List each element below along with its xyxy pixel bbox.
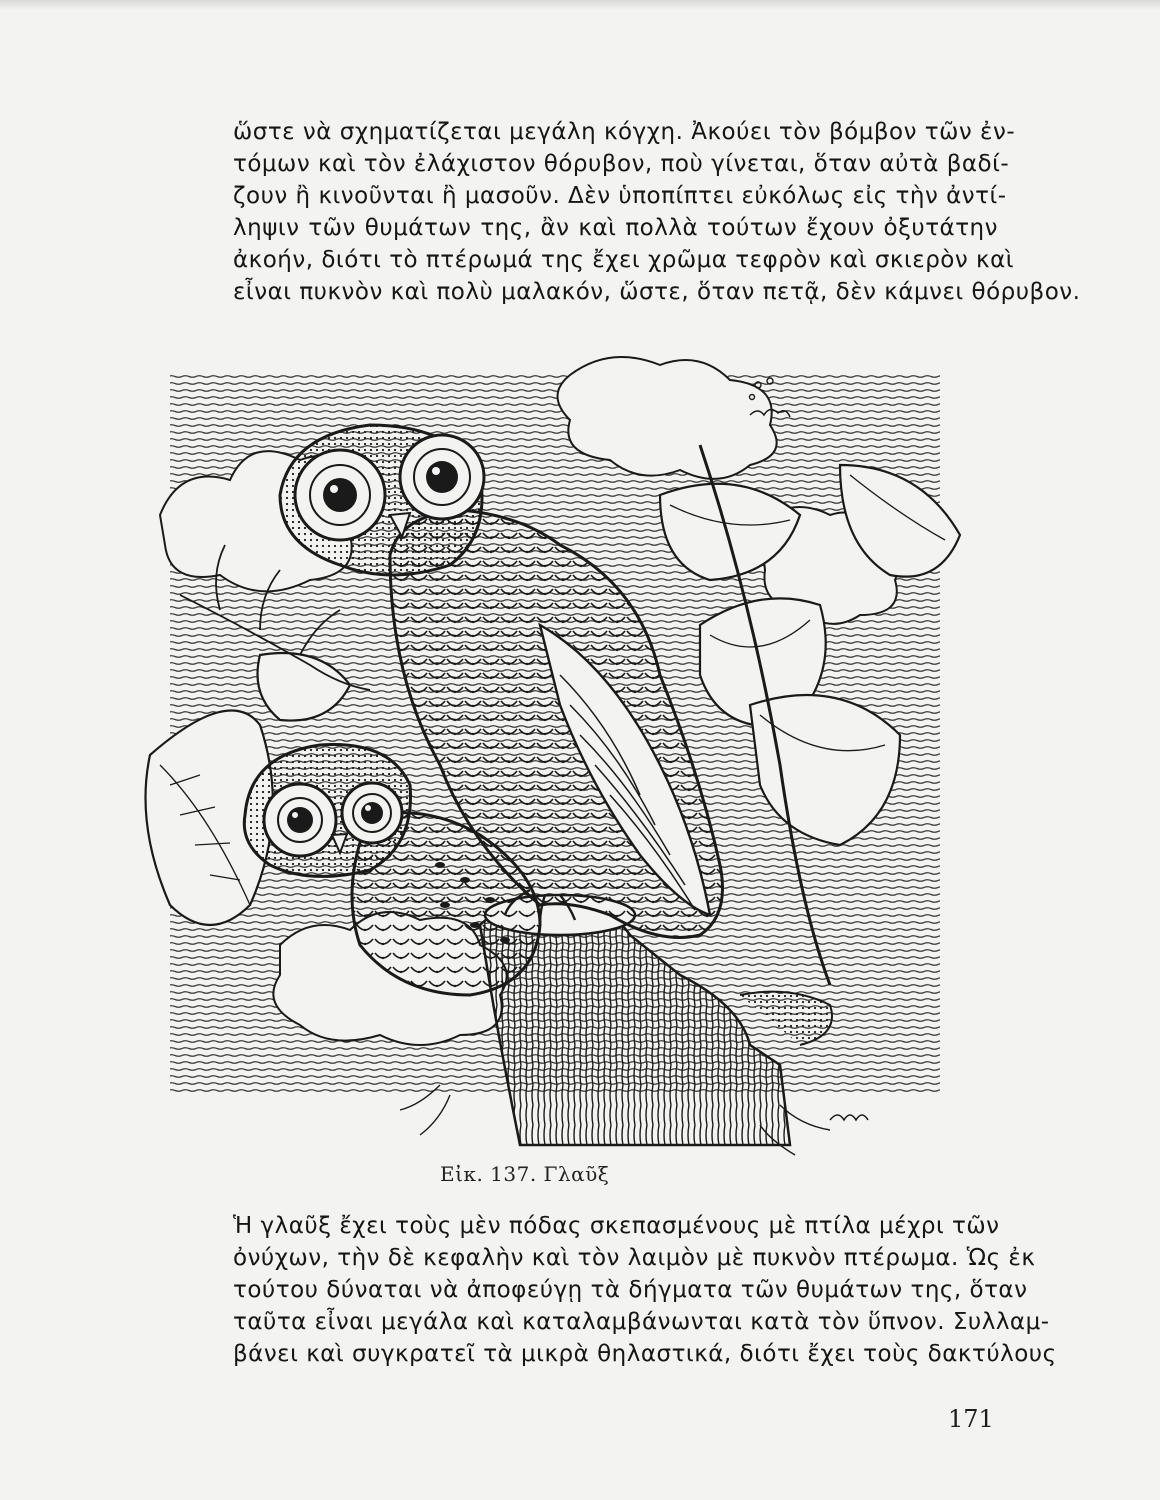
text-line: ἀκοήν, διότι τὸ πτέρωμά της ἔχει χρῶμα τεφρὸν καὶ σκιερὸν καὶ: [233, 247, 1015, 273]
text-line: βάνει καὶ συγκρατεῖ τὰ μικρὰ θηλαστικά, διότι ἔχει τοὺς δακτύλους: [233, 1341, 1057, 1367]
text-line: Ἡ γλαῦξ ἔχει τοὺς μὲν πόδας σκεπασμένους μὲ πτίλα μέχρι τῶν: [233, 1213, 1000, 1239]
text-line: ληψιν τῶν θυμάτων της, ἂν καὶ πολλὰ τούτων ἔχουν ὀξυτάτην: [233, 215, 998, 241]
owl-illustration: [140, 345, 980, 1160]
text-line: ταῦτα εἶναι μεγάλα καὶ καταλαμβάνωνται κατὰ τὸν ὕπνον. Συλλαμ-: [233, 1309, 1050, 1335]
top-paragraph: [233, 116, 1081, 308]
text-line: ὥστε νὰ σχηματίζεται μεγάλη κόγχη. Ἀκούει τὸν βόμβον τῶν ἐν-: [233, 119, 1016, 145]
bottom-paragraph: [233, 1210, 1057, 1370]
page-number: 171: [948, 1405, 994, 1433]
text-line: ζουν ἢ κινοῦνται ἢ μασοῦν. Δὲν ὑποπίπτει εὐκόλως εἰς τὴν ἀντί-: [233, 183, 1007, 209]
text-line: ὀνύχων, τὴν δὲ κεφαλὴν καὶ τὸν λαιμὸν μὲ πυκνὸν πτέρωμα. Ὡς ἐκ: [233, 1245, 1036, 1271]
scan-shadow: [0, 0, 1160, 10]
text-line: εἶναι πυκνὸν καὶ πολὺ μαλακόν, ὥστε, ὅταν πετᾷ, δὲν κάμνει θόρυβον.: [233, 279, 1081, 305]
text-line: τούτου δύναται νὰ ἀποφεύγῃ τὰ δήγματα τῶν θυμάτων της, ὅταν: [233, 1277, 1028, 1303]
text-line: τόμων καὶ τὸν ἐλάχιστον θόρυβον, ποὺ γίνεται, ὅταν αὐτὰ βαδί-: [233, 151, 1010, 177]
figure-caption: Εἰκ. 137. Γλαῦξ: [440, 1162, 610, 1186]
